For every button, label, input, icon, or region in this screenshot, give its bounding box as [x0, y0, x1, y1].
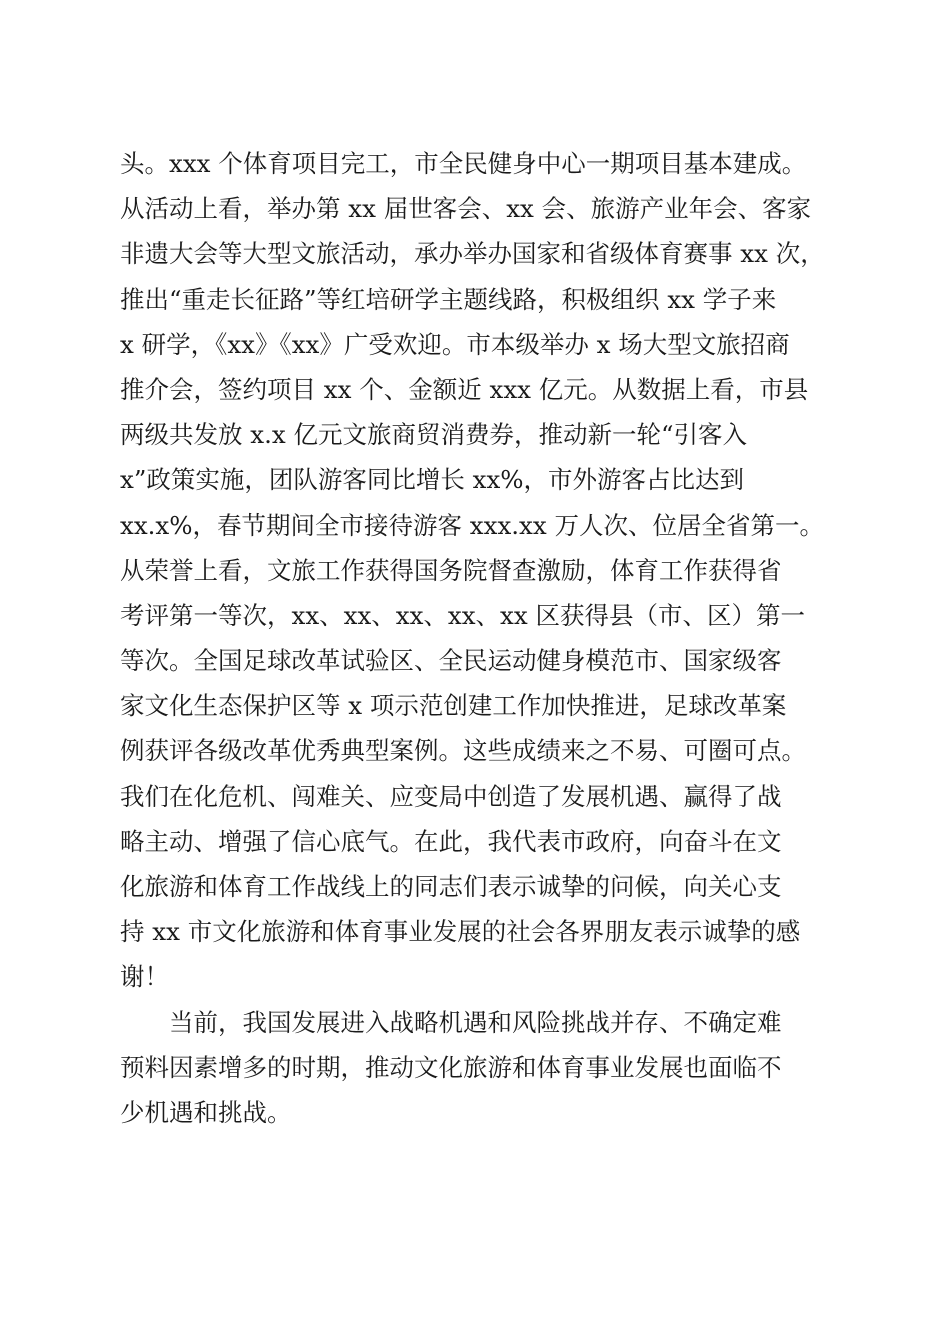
- text-line: 谢！: [120, 962, 169, 992]
- text-line: 从荣誉上看，文旅工作获得国务院督查激励，体育工作获得省: [120, 555, 782, 585]
- text-line: 例获评各级改革优秀典型案例。这些成绩来之不易、可圈可点。: [120, 736, 806, 766]
- text-line: 当前，我国发展进入战略机遇和风险挑战并存、不确定难: [120, 1007, 782, 1037]
- text-line: 非遗大会等大型文旅活动，承办举办国家和省级体育赛事 xx 次，: [120, 239, 825, 269]
- text-line: 我们在化危机、闯难关、应变局中创造了发展机遇、赢得了战: [120, 781, 782, 811]
- body-text: [120, 141, 840, 1135]
- text-line: 化旅游和体育工作战线上的同志们表示诚挚的问候，向关心支: [120, 872, 782, 901]
- text-line: 等次。全国足球改革试验区、全民运动健身模范市、国家级客: [120, 646, 782, 676]
- text-line: 预料因素增多的时期，推动文化旅游和体育事业发展也面临不: [120, 1052, 782, 1082]
- text-line: 推出“重走长征路”等红培研学主题线路，积极组织 xx 学子来: [120, 284, 777, 314]
- text-line: 持 xx 市文化旅游和体育事业发展的社会各界朋友表示诚挚的感: [120, 917, 801, 947]
- text-line: 少机遇和挑战。: [120, 1097, 292, 1127]
- text-line: 略主动、增强了信心底气。在此，我代表市政府，向奋斗在文: [120, 826, 782, 856]
- text-line: 头。xxx 个体育项目完工，市全民健身中心一期项目基本建成。: [120, 149, 807, 178]
- text-line: 推介会，签约项目 xx 个、金额近 xxx 亿元。从数据上看，市县: [120, 374, 809, 404]
- text-line: xx.x%，春节期间全市接待游客 xxx.xx 万人次、位居全省第一。: [120, 510, 824, 540]
- text-line: 考评第一等次，xx、xx、xx、xx、xx 区获得县（市、区）第一: [120, 600, 805, 630]
- text-line: 家文化生态保护区等 x 项示范创建工作加快推进，足球改革案: [120, 691, 787, 721]
- text-line: 从活动上看，举办第 xx 届世客会、xx 会、旅游产业年会、客家: [120, 194, 812, 224]
- text-line: 两级共发放 x.x 亿元文旅商贸消费券，推动新一轮“引客入: [120, 420, 748, 450]
- text-line: x”政策实施，团队游客同比增长 xx%，市外游客占比达到: [120, 465, 745, 495]
- text-line: x 研学，《xx》《xx》广受欢迎。市本级举办 x 场大型文旅招商: [120, 329, 790, 359]
